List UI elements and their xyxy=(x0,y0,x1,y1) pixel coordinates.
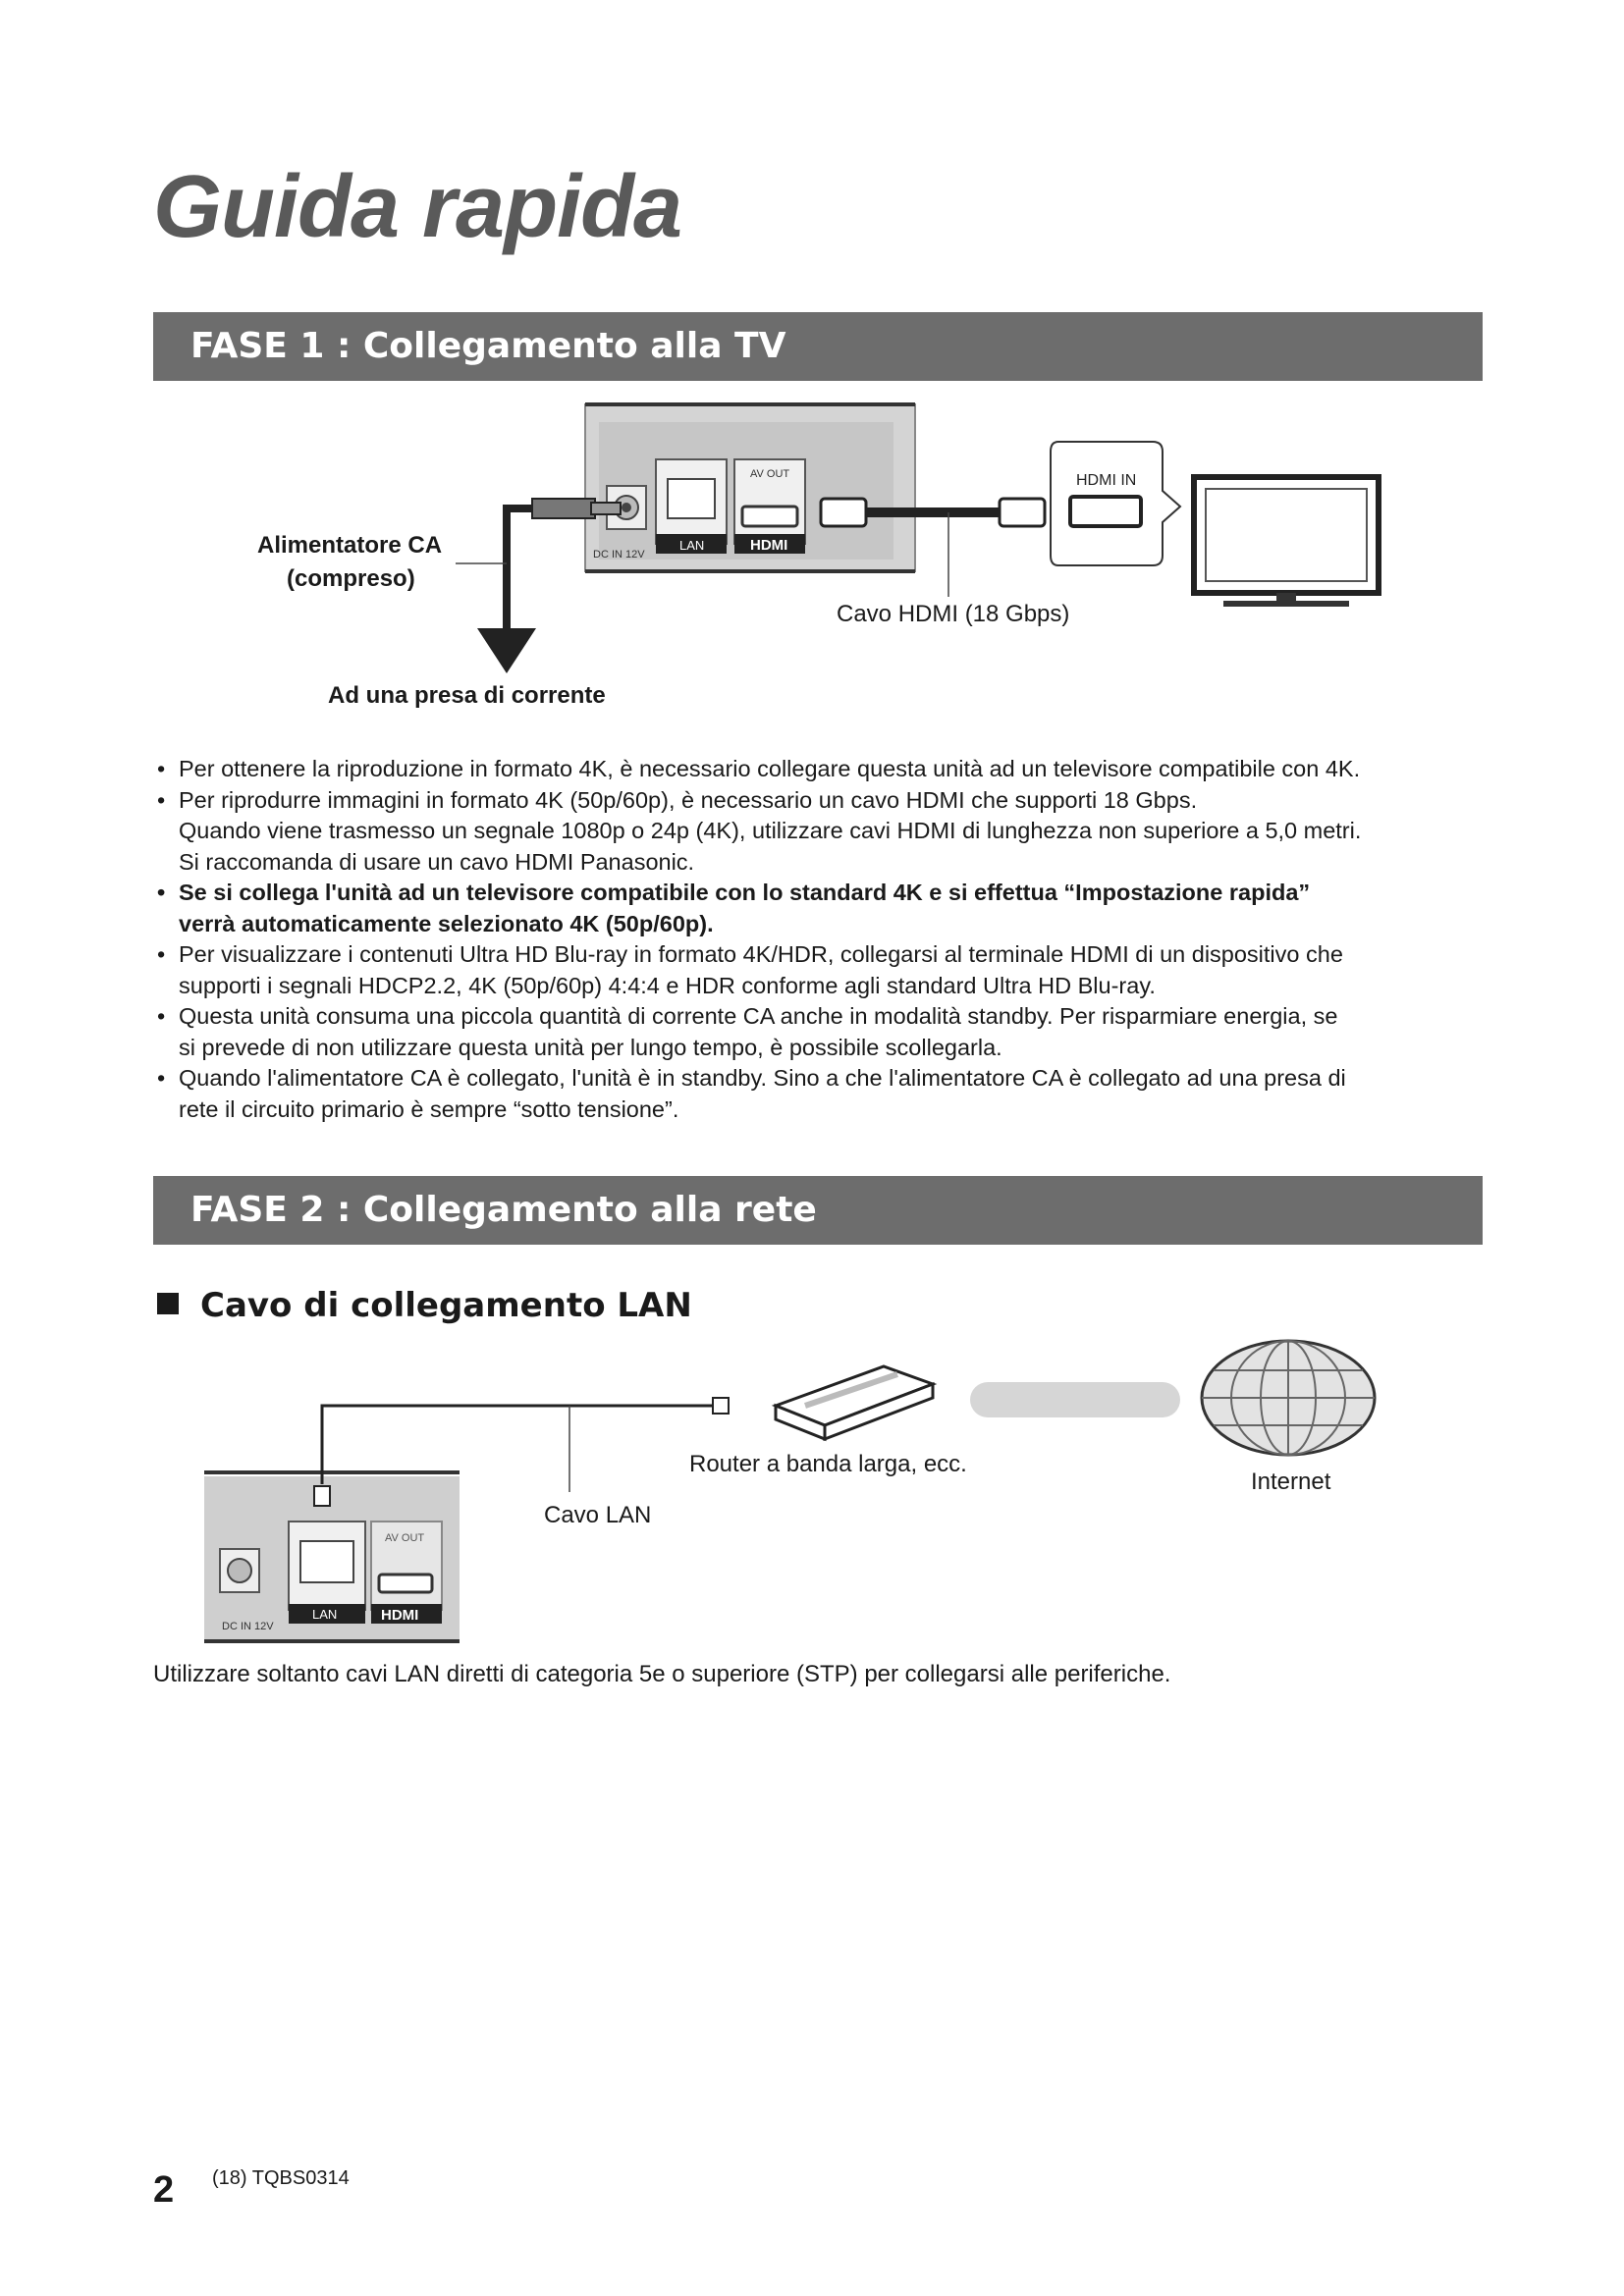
hdmi-port-label: HDMI xyxy=(750,537,788,554)
lan-port-label: LAN xyxy=(679,538,705,553)
lan-cable-note: Utilizzare soltanto cavi LAN diretti di categoria 5e o superiore (STP) per collegarsi alle periferiche. xyxy=(153,1661,1171,1687)
bullet-uhd-hdr: • Per visualizzare i contenuti Ultra HD Blu-ray in formato 4K/HDR, collegarsi al terminale HDMI di un dispositivo che supporti i segnali HDCP2.2, 4K (50p/60p) 4:4:4 e HDR conforme agli standard Ultra HD Blu-ray. xyxy=(157,939,1483,1001)
page-number: 2 xyxy=(153,2169,175,2211)
outlet-label: Ad una presa di corrente xyxy=(328,682,606,709)
bullet-4k-tv: • Per ottenere la riproduzione in formato 4K, è necessario collegare questa unità ad un televisore compatibile con 4K. xyxy=(157,754,1483,785)
lan-panel-lan-label: LAN xyxy=(312,1607,338,1622)
document-code: (18) TQBS0314 xyxy=(212,2167,350,2189)
bullet-ac-adapter: • Quando l'alimentatore CA è collegato, l'unità è in standby. Sino a che l'alimentatore CA è collegato ad una presa di rete il circuito primario è sempre “sotto tensione”. xyxy=(157,1063,1483,1125)
av-out-label: AV OUT xyxy=(750,468,790,480)
bullet-quick-setup: • Se si collega l'unità ad un televisore compatibile con lo standard 4K e si effettua “Impostazione rapida” verrà automaticamente selezionato 4K (50p/60p). xyxy=(157,878,1483,939)
lan-panel-hdmi-label: HDMI xyxy=(381,1607,419,1624)
hdmi-cable-label: Cavo HDMI (18 Gbps) xyxy=(837,601,1070,627)
hdmi-in-label: HDMI IN xyxy=(1076,472,1137,489)
lan-subheading: Cavo di collegamento LAN xyxy=(157,1286,692,1325)
bullet-standby-power: • Questa unità consuma una piccola quantità di corrente CA anche in modalità standby. Per risparmiare energia, se si prevede di non utilizzare questa unità per lungo tempo, è possibile scollegarla. xyxy=(157,1001,1483,1063)
step1-heading: FASE 1 : Collegamento alla TV xyxy=(153,312,1483,381)
lan-cable-label: Cavo LAN xyxy=(544,1502,652,1528)
step2-heading: FASE 2 : Collegamento alla rete xyxy=(153,1176,1483,1245)
ac-adapter-sublabel: (compreso) xyxy=(287,565,415,592)
lan-dc-label: DC IN 12V xyxy=(222,1621,274,1632)
ac-adapter-label: Alimentatore CA xyxy=(257,532,443,559)
page-title: Guida rapida xyxy=(153,158,682,256)
router-label: Router a banda larga, ecc. xyxy=(689,1451,967,1477)
internet-label: Internet xyxy=(1251,1468,1331,1495)
dc-port-label: DC IN 12V xyxy=(593,549,645,561)
bullet-hdmi-cable: • Per riprodurre immagini in formato 4K (50p/60p), è necessario un cavo HDMI che supporti 18 Gbps. Quando viene trasmesso un segnale 1080p o 24p (4K), utilizzare cavi HDMI di lunghezza non superiore a 5,0 metri. Si raccomanda di usare un cavo HDMI Panasonic. xyxy=(157,785,1483,879)
internet-globe-icon xyxy=(1202,1341,1375,1455)
router-icon xyxy=(776,1366,933,1439)
internet-connection-bar xyxy=(970,1382,1180,1417)
lan-panel-av-out-label: AV OUT xyxy=(385,1532,425,1544)
